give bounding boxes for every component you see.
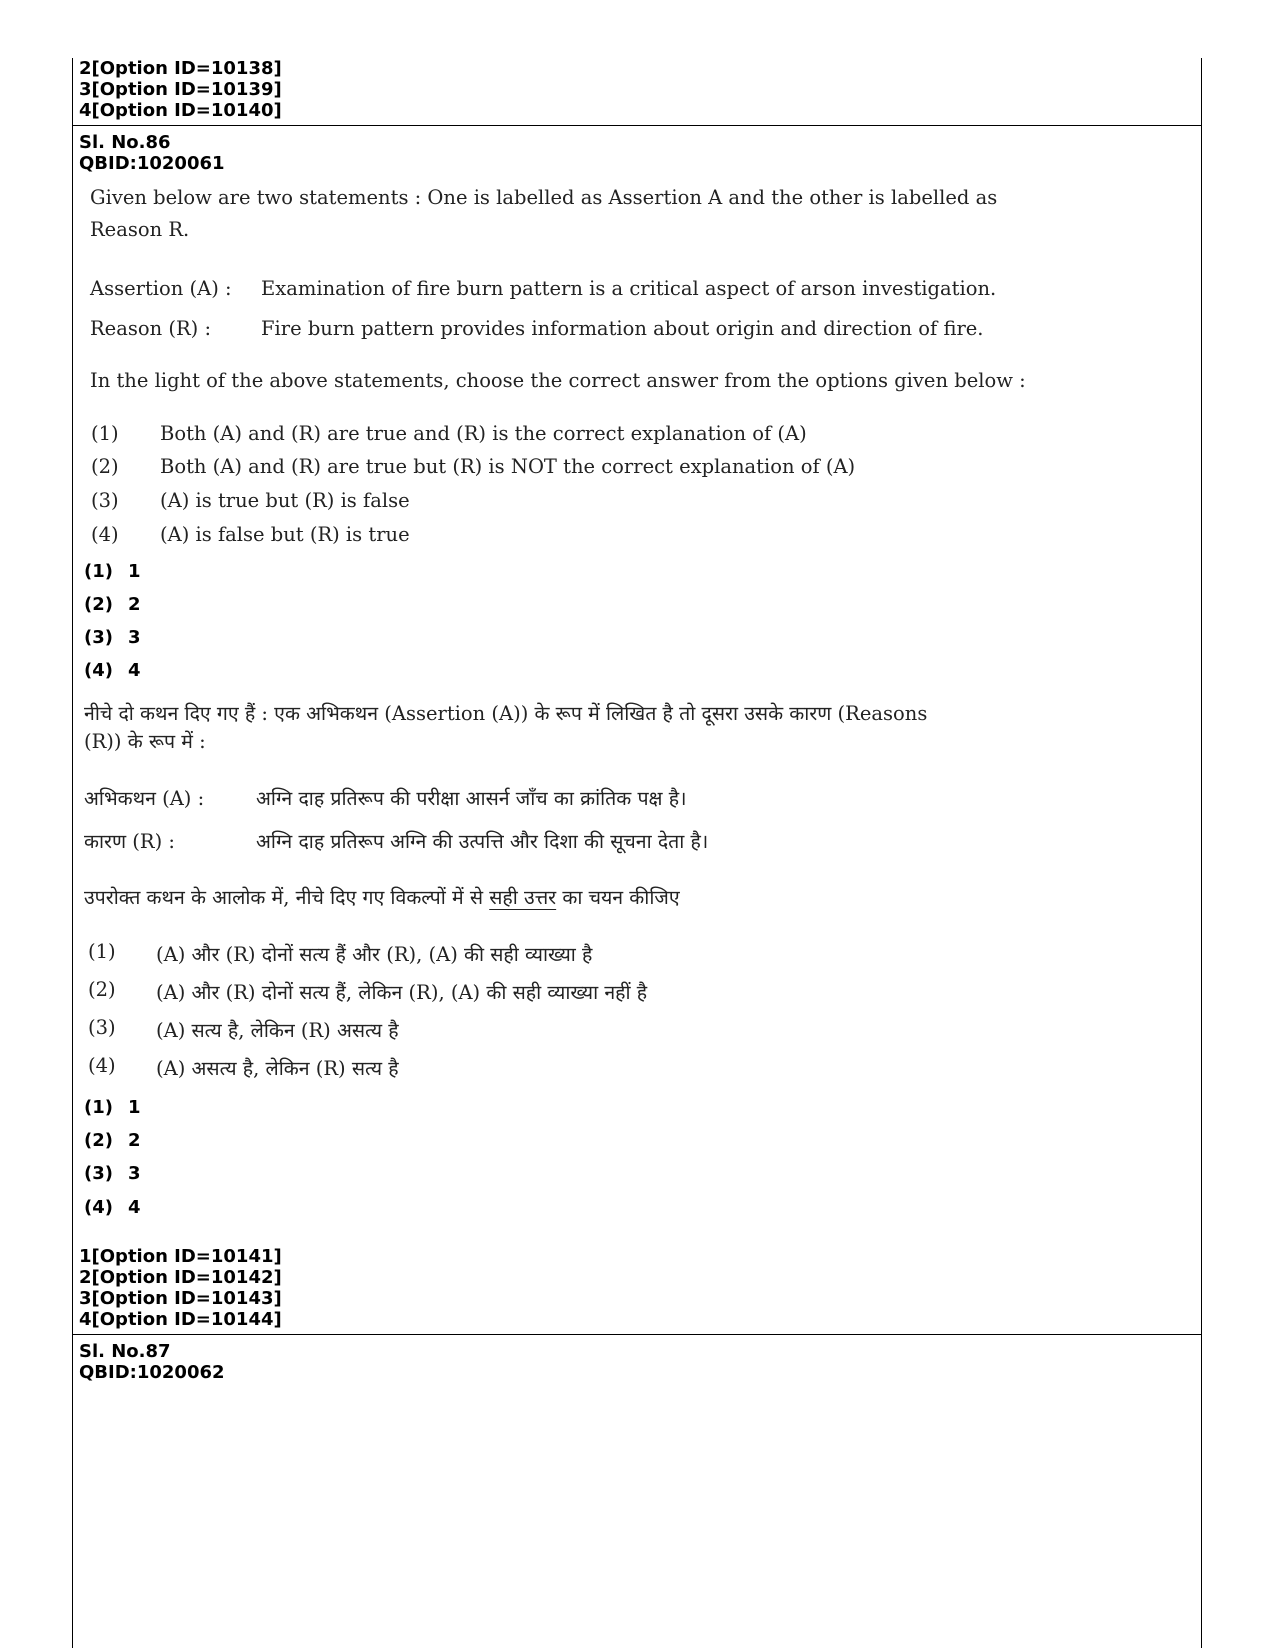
reason-text: Fire burn pattern provides information about origin and direction of fire. — [261, 317, 984, 340]
hindi-option-text: (A) और (R) दोनों सत्य हैं और (R), (A) की सही व्याख्या है — [156, 943, 593, 966]
option-text: Both (A) and (R) are true but (R) is NOT the correct explanation of (A) — [160, 455, 856, 478]
option-number: (4) — [91, 523, 119, 546]
hindi-option-number: (2) — [88, 978, 116, 1001]
answer-choice: (1) 1 — [84, 1097, 141, 1118]
hindi-option-number: (3) — [88, 1016, 116, 1039]
hindi-option-text: (A) और (R) दोनों सत्य हैं, लेकिन (R), (A) की सही व्याख्या नहीं है — [156, 981, 648, 1004]
hindi-intro-line-1: नीचे दो कथन दिए गए हैं : एक अभिकथन (Assertion (A)) के रूप में लिखित है तो दूसरा उसके कारण (Reasons — [84, 702, 928, 725]
hindi-question-text: उपरोक्त कथन के आलोक में, नीचे दिए गए विकल्पों में से सही उत्तर का चयन कीजिए — [84, 886, 680, 909]
option-text: Both (A) and (R) are true and (R) is the correct explanation of (A) — [160, 422, 807, 445]
hindi-option-text: (A) असत्य है, लेकिन (R) सत्य है — [156, 1057, 399, 1080]
option-id-line: 2[Option ID=10138] — [79, 58, 282, 79]
assertion-text: Examination of fire burn pattern is a critical aspect of arson investigation. — [261, 277, 997, 300]
hindi-assertion-text: अग्नि दाह प्रतिरूप की परीक्षा आसर्न जाँच का क्रांतिक पक्ष है। — [256, 787, 687, 810]
answer-choice: (4) 4 — [84, 660, 141, 681]
option-number: (3) — [91, 489, 119, 512]
section-divider — [72, 125, 1202, 126]
option-id-line: 4[Option ID=10140] — [79, 100, 282, 121]
assertion-label: Assertion (A) : — [90, 277, 232, 300]
option-number: (2) — [91, 455, 119, 478]
question-bank-id: QBID:1020061 — [79, 153, 225, 174]
serial-number: Sl. No.86 — [79, 132, 171, 153]
answer-choice: (4) 4 — [84, 1197, 141, 1218]
hindi-assertion-label: अभिकथन (A) : — [84, 787, 205, 810]
option-text: (A) is true but (R) is false — [160, 489, 410, 512]
option-id-line: 1[Option ID=10141] — [79, 1246, 282, 1267]
option-id-line: 4[Option ID=10144] — [79, 1309, 282, 1330]
question-header — [79, 132, 225, 174]
answer-choice: (3) 3 — [84, 627, 141, 648]
question-header — [79, 1341, 225, 1383]
hindi-reason-text: अग्नि दाह प्रतिरूप अग्नि की उत्पत्ति और दिशा की सूचना देता है। — [256, 830, 709, 853]
option-id-line: 2[Option ID=10142] — [79, 1267, 282, 1288]
option-id-line: 3[Option ID=10143] — [79, 1288, 282, 1309]
hindi-reason-label: कारण (R) : — [84, 830, 175, 853]
question-text: In the light of the above statements, choose the correct answer from the options given below : — [90, 369, 1026, 392]
option-number: (1) — [91, 422, 119, 445]
intro-line-2: Reason R. — [90, 218, 190, 241]
underlined-phrase: सही उत्तर — [489, 886, 557, 909]
answer-choice: (2) 2 — [84, 594, 141, 615]
section-divider — [72, 1334, 1202, 1335]
question-bank-id: QBID:1020062 — [79, 1362, 225, 1383]
answer-choice: (3) 3 — [84, 1163, 141, 1184]
intro-line-1: Given below are two statements : One is labelled as Assertion A and the other is labelled as — [90, 186, 998, 209]
hindi-option-number: (4) — [88, 1054, 116, 1077]
reason-label: Reason (R) : — [90, 317, 212, 340]
option-text: (A) is false but (R) is true — [160, 523, 410, 546]
previous-option-ids — [79, 58, 282, 121]
option-id-line: 3[Option ID=10139] — [79, 79, 282, 100]
hindi-option-text: (A) सत्य है, लेकिन (R) असत्य है — [156, 1019, 399, 1042]
answer-choice: (1) 1 — [84, 561, 141, 582]
option-ids — [79, 1246, 282, 1330]
serial-number: Sl. No.87 — [79, 1341, 171, 1362]
answer-choice: (2) 2 — [84, 1130, 141, 1151]
hindi-intro-line-2: (R)) के रूप में : — [84, 730, 206, 753]
hindi-option-number: (1) — [88, 940, 116, 963]
